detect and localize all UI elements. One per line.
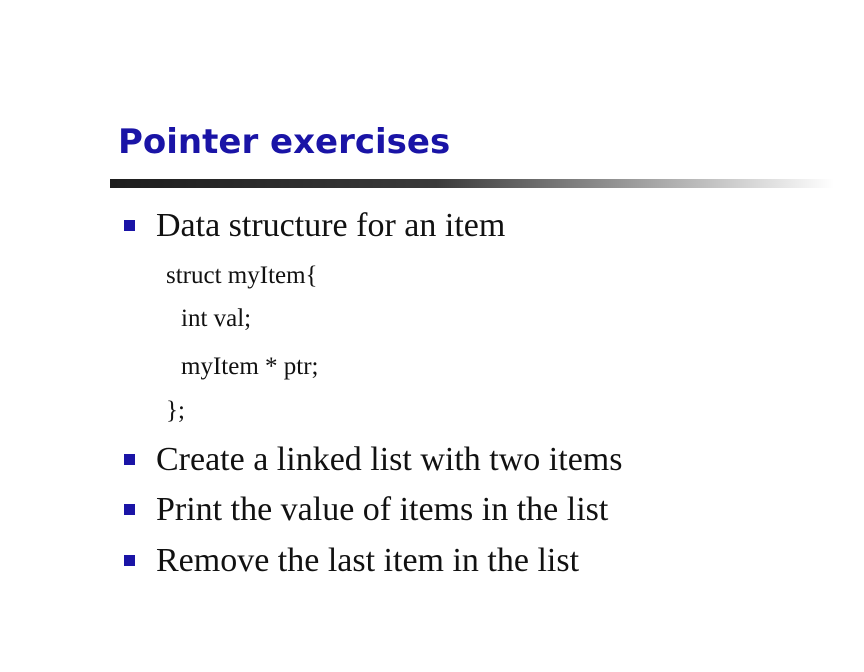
bullet-item-remove-last <box>0 541 864 581</box>
square-bullet-icon <box>124 504 135 515</box>
title-underline <box>110 179 834 188</box>
square-bullet-icon <box>124 555 135 566</box>
bullet-text: Print the value of items in the list <box>156 491 609 528</box>
square-bullet-icon <box>124 220 135 231</box>
bullet-text: Data structure for an item <box>156 207 506 244</box>
square-bullet-icon <box>124 454 135 465</box>
bullet-text: Create a linked list with two items <box>156 441 623 478</box>
bullet-text: Remove the last item in the list <box>156 542 580 579</box>
code-line-struct-close: }; <box>166 397 185 424</box>
slide-title: Pointer exercises <box>118 122 451 162</box>
bullet-item-data-structure <box>0 206 864 246</box>
bullet-item-print-values <box>0 490 864 530</box>
code-line-ptr: myItem * ptr; <box>181 353 319 380</box>
bullet-item-create-list <box>0 440 864 480</box>
code-line-struct-open: struct myItem{ <box>166 262 318 289</box>
code-line-int-val: int val; <box>181 305 252 332</box>
